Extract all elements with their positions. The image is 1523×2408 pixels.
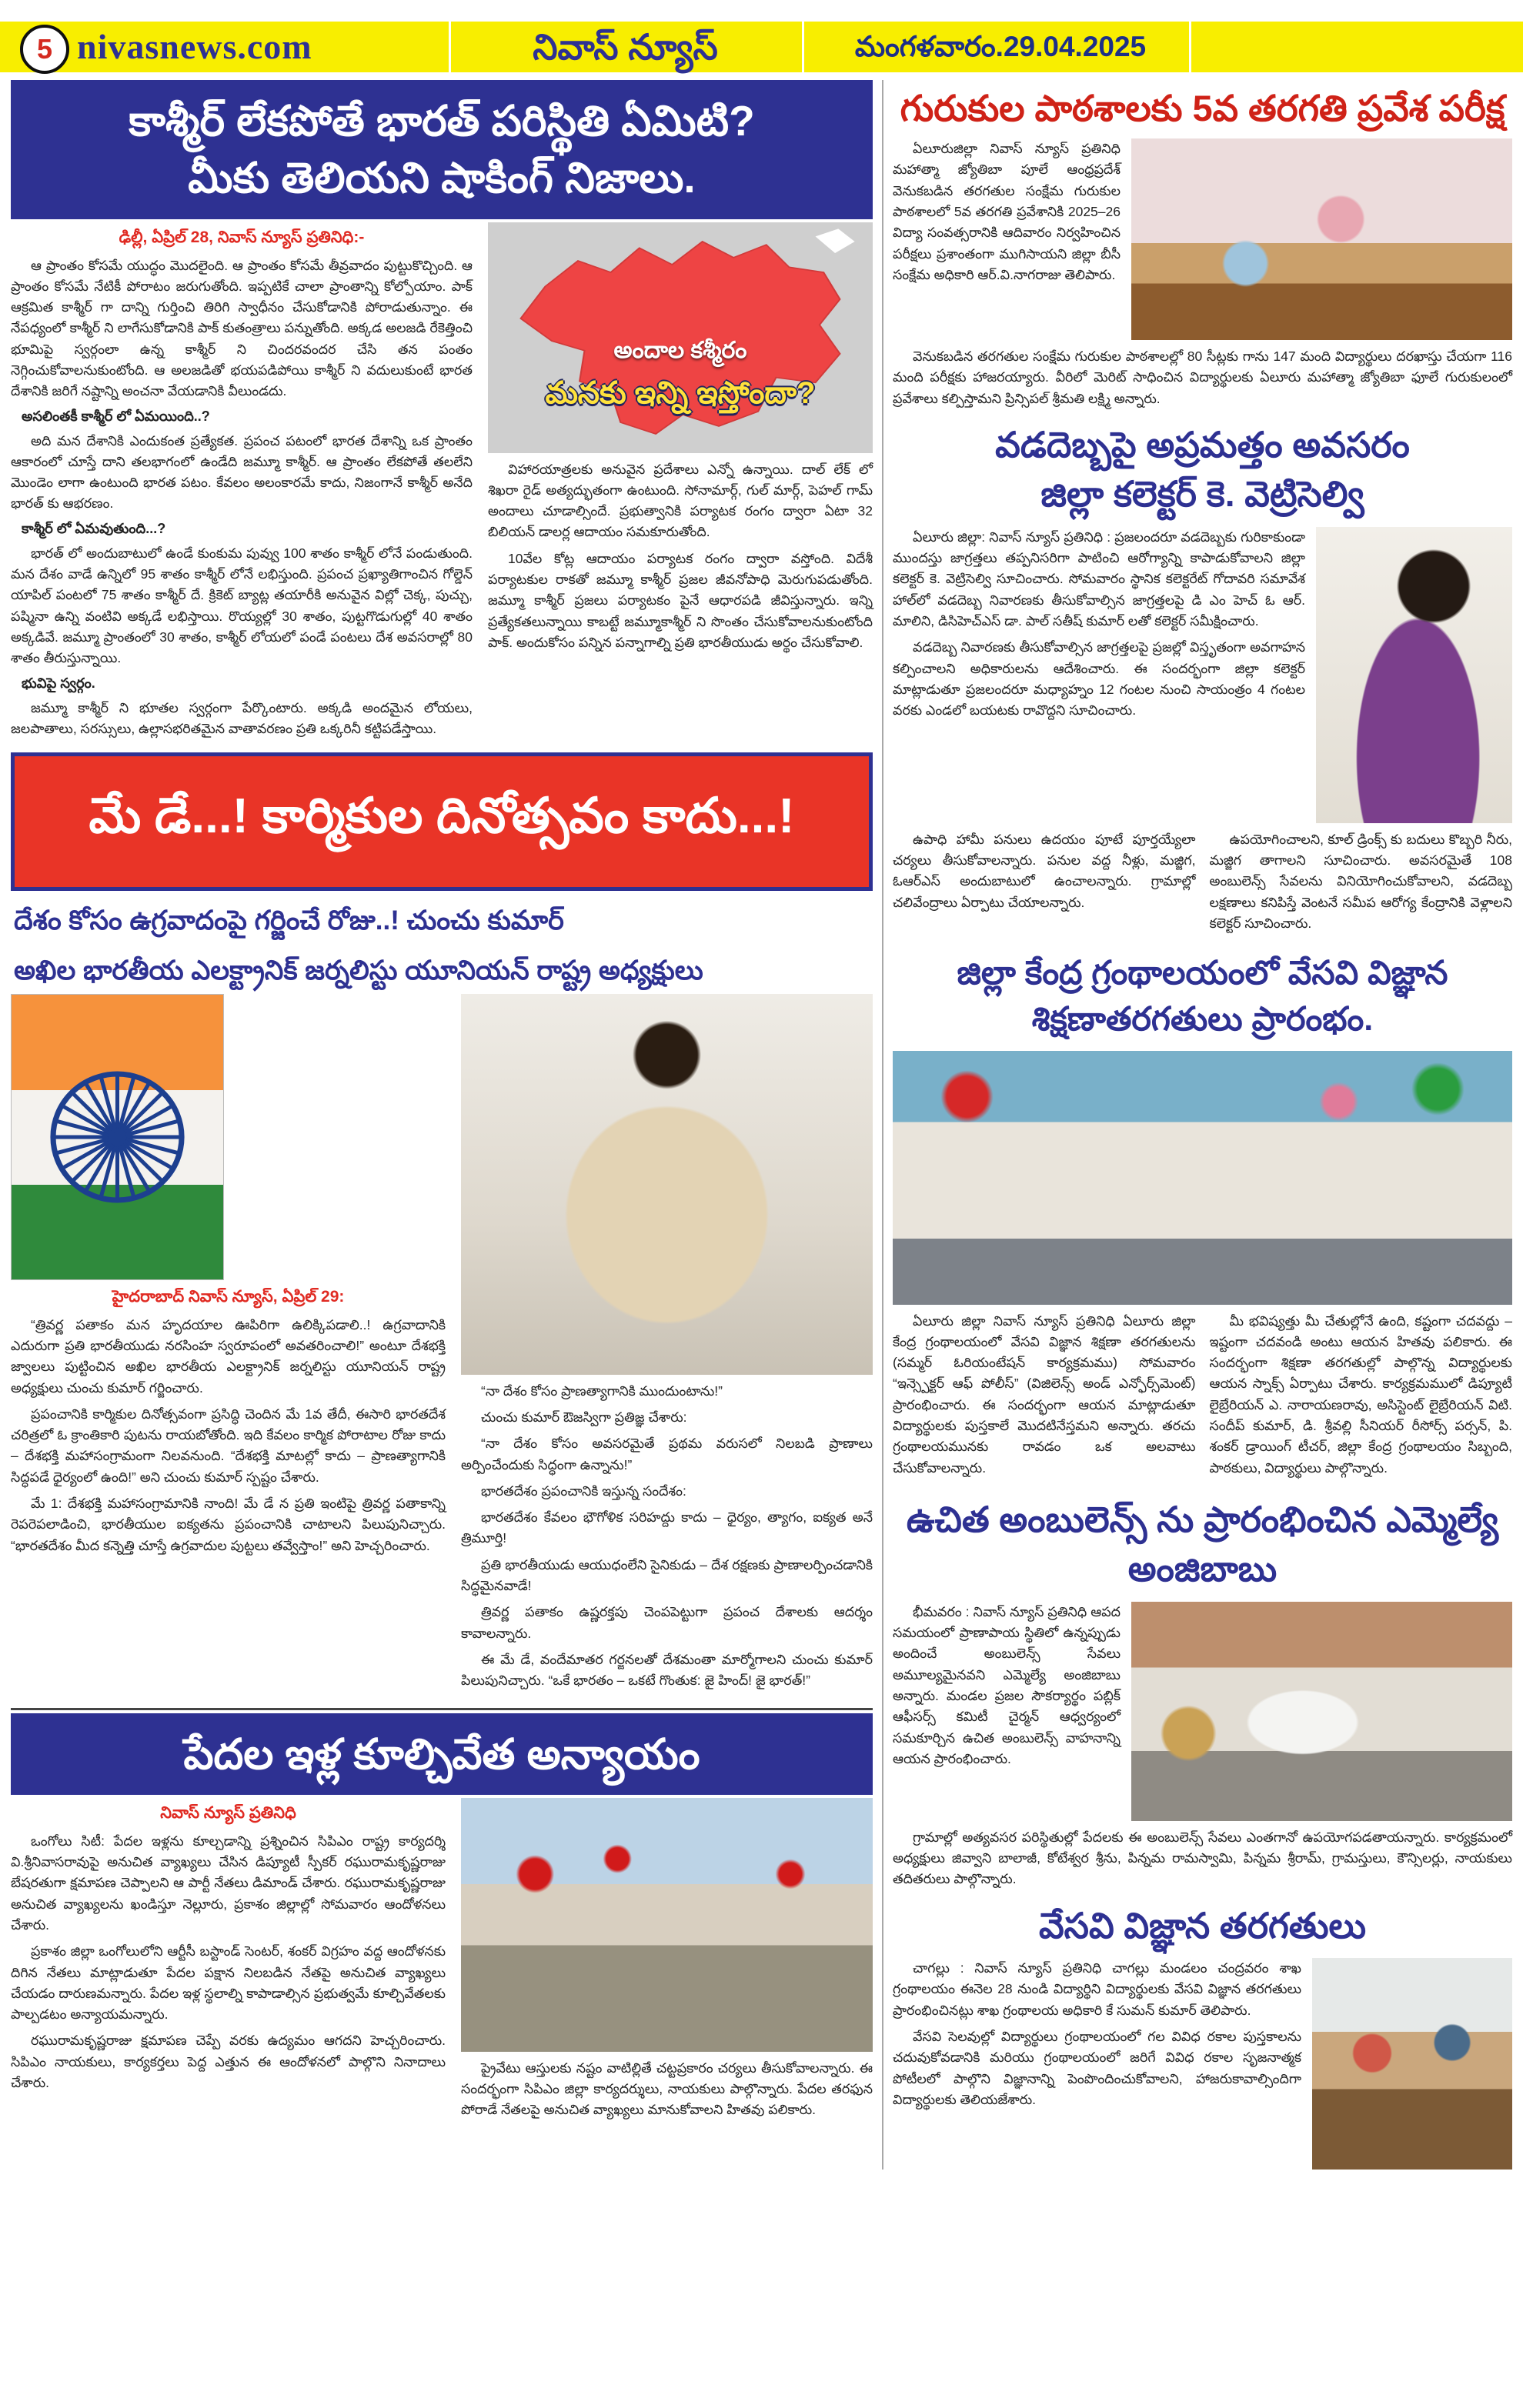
paragraph: ఉపాధి హామీ పనులు ఉదయం పూటే పూర్తయ్యేలా చర్యలు తీసుకోవాలన్నారు. పనుల వద్ద నీళ్లు, మజ్జిగ, ఓఆర్ఎస్ అందుబాటులో ఉంచాలన్నారు. గ్రామాల్లో చలివేంద్రాలు ఏర్పాటు చేయాలన్నారు. xyxy=(893,831,1196,910)
ambulance-text-col xyxy=(893,1602,1121,1821)
headline-line: కాశ్మీర్ లేకపోతే భారత్ పరిస్థితి ఏమిటి? xyxy=(129,97,755,145)
paragraph: వేసవి సెలవుల్లో విద్యార్థులు గ్రంథాలయంలో గల వివిధ రకాల పుస్తకాలను చదువుకోవడానికి మరియు గ్రంథాలయంలో జరిగే వివిధ రకాల సృజనాత్మక పోటీలలో పాల్గొని విజ్ఞానాన్ని పెంపొందించుకోవాలని, హాజరుకావాల్సిందిగా విద్యార్థులకు తెలియజేశారు. xyxy=(893,2028,1301,2107)
page-number-badge: 5 xyxy=(20,25,69,74)
left-column xyxy=(11,80,873,2170)
kashmir-headline-box[interactable] xyxy=(11,80,873,219)
headline-line: మీకు తెలియని షాకింగ్ నిజాలు. xyxy=(188,154,696,202)
paragraph: ఏలూరుజిల్లా నివాస్ న్యూస్ ప్రతినిధి మహాత్మా జ్యోతిబా పూలే ఆంధ్రప్రదేశ్ వెనుకబడిన తరగతుల సంక్షేమ గురుకుల పాఠశాలలో 5వ తరగతి ప్రవేశానికి 2025–26 విద్యా సంవత్సరానికి ఆదివారం నిర్వహించిన పరీక్షలు ప్రశాంతంగా ముగిసాయని జిల్లా బీసీ సంక్షేమ అధికారి ఆర్.వి.నాగరాజు తెలిపారు. xyxy=(893,141,1121,282)
exam-classroom-photo[interactable] xyxy=(1131,138,1512,340)
library-text-col2 xyxy=(1210,1311,1513,1484)
library-group-photo[interactable] xyxy=(893,1051,1512,1305)
masthead-divider xyxy=(802,22,804,72)
right-column xyxy=(882,80,1512,2170)
headline-line: జిల్లా కలెక్టర్ కె. వెట్రిసెల్వి xyxy=(1040,474,1364,515)
paragraph: అది మన దేశానికి ఎందుకంత ప్రత్యేకత. ప్రపంచ పటంలో భారత దేశాన్ని ఒక ప్రాంతం ఆకారంలో చూస్తే దాని తలభాగంలో ఉండేది జమ్మూ కాశ్మీర్. ఆ ప్రాంతం లేకపోతే తలలేని మొండెం లాగా ఉంటుంది భారత పటం. కేవలం అలంకారమే కాదు, నిజంగానే కాశ్మీర్ అనేది భారత్ కు ఆభరణం. xyxy=(11,432,473,512)
paragraph: మీ భవిష్యత్తు మీ చేతుల్లోనే ఉంది, కష్టంగా చదవద్దు – ఇష్టంగా చదవండి అంటు ఆయన హితవు పలికారు. ఈ సందర్భంగా శిక్షణా తరగతుల్లో పాల్గొన్న విద్యార్థులకు ఆయన స్నాక్స్ ఏర్పాటు చేశారు. కార్యక్రమములో డిప్యూటీ లైబ్రేరియన్ ఎ. నారాయణరావు, అసిస్టెంట్ లైబ్రేరియన్ విటి. సందీప్ కుమార్, డి. శ్రీవల్లి సీనియర్ రీసోర్స్ పర్సన్, పి. శంకర్ డ్రాయింగ్ టీచర్, జిల్లా కేంద్ర గ్రంథాలయం సిబ్బంది, పాఠకులు, విద్యార్థులు పాల్గొన్నారు. xyxy=(1209,1312,1512,1476)
paragraph: ఈ మే డే, వందేమాతర గర్జనలతో దేశమంతా మార్మోగాలని చుంచు కుమార్ పిలుపునిచ్చారు. “ఒకే భారతం – ఒకటే గొంతుక: జై హింద్! జై భారత్!” xyxy=(461,1651,873,1689)
heatwave-text-col xyxy=(893,527,1305,823)
article-gurukul-exam[interactable] xyxy=(893,88,1512,409)
gurukul-headline[interactable]: గురుకుల పాఠశాలకు 5వ తరగతి ప్రవేశ పరీక్ష xyxy=(900,88,1505,128)
paragraph: భారతదేశం ప్రపంచానికి ఇస్తున్న సందేశం: xyxy=(481,1482,686,1499)
collector-portrait-photo[interactable] xyxy=(1316,527,1512,823)
paragraph: జమ్మూ కాశ్మీర్ ని భూతల స్వర్గంగా పేర్కొంటారు. అక్కడి అందమైన లోయలు, జలపాతాలు, సరస్సులు, ఉల్లాసభరితమైన వాతావరణం ప్రతి ఒక్కరినీ కట్టిపడేస్తాయి. xyxy=(11,699,473,736)
paragraph: ప్రైవేటు ఆస్తులకు నష్టం వాటిల్లితే చట్టప్రకారం చర్యలు తీసుకోవాలన్నారు. ఈ సందర్భంగా సిపిఎం జిల్లా కార్యదర్శులు, నాయకులు పాల్గొన్నారు. పేదల తరఫున పోరాడే నేతలపై అనుచిత వ్యాఖ్యలు మానుకోవాలని హితవు పలికారు. xyxy=(461,2059,873,2118)
quote: “నా దేశం కోసం అవసరమైతే ప్రథమ వరుసలో నిలబడి ప్రాణాలు అర్పించేందుకు సిద్ధంగా ఉన్నాను!” xyxy=(461,1436,873,1472)
heatwave-headline[interactable] xyxy=(893,420,1512,519)
paragraph: చాగల్లు : నివాస్ న్యూస్ ప్రతినిధి చాగల్లు మండలం చంద్రవరం శాఖ గ్రంథాలయం ఈనెల 28 నుండి విద్యార్థిని విద్యార్థులకు వేసవి విజ్ఞాన తరగతులు ప్రారంభించినట్లు శాఖ గ్రంథాలయ అధికారి కే సుమన్ కుమార్ తెలిపారు. xyxy=(893,1960,1301,2018)
paragraph: ఏలూరు జిల్లా నివాస్ న్యూస్ ప్రతినిధి ఏలూరు జిల్లా కేంద్ర గ్రంథాలయంలో వేసవి విజ్ఞాన శిక్షణా తరగతులను (సమ్మర్ ఓరియంటేషన్ కార్యక్రమము) సోమవారం “ఇన్స్పెక్టర్ ఆఫ్ పోలీస్” (విజిలెన్స్ అండ్ ఎన్ఫోర్స్‌మెంట్) ప్రారంభించారు. ఈ సందర్భంగా ఆయన మాట్లాడుతూ విద్యార్థులకు పుస్తకాలే మొదటినేస్తమని అన్నారు. తరచు గ్రంథాలయమునకు రావడం ఒక అలవాటు చేసుకోవాలన్నారు. xyxy=(893,1312,1196,1476)
masthead-divider xyxy=(449,22,451,72)
heatwave-text-col3 xyxy=(1210,829,1513,939)
dateline: ఢిల్లీ, ఏప్రిల్ 28, నివాస్ న్యూస్ ప్రతినిధి:- xyxy=(119,228,365,246)
paragraph: “త్రివర్ణ పతాకం మన హృదయాల ఊపిరిగా ఉలిక్కిపడాలి..! ఉగ్రవాదానికి ఎదురుగా ప్రతి భారతీయుడు నరసింహ స్వరూపంలో అవతరించాలి!” అంటూ దేశభక్తి జ్వాలలు పుట్టించిన అఖిల భారతీయ ఎలక్ట్రానిక్ జర్నలిస్టు యూనియన్ రాష్ట్ర అధ్యక్షులు చుంచు కుమార్ గర్జించారు. xyxy=(11,1316,446,1396)
kashmir-text-col2 xyxy=(488,222,873,745)
paragraph: చుంచు కుమార్ ఔజస్విగా ప్రతిజ్ఞ చేశారు: xyxy=(481,1409,687,1425)
paragraph: 10వేల కోట్ల ఆదాయం పర్యాటక రంగం ద్వారా వస్తోంది. విదేశీ పర్యాటకుల రాకతో జమ్మూ కాశ్మీర్ ప్రజల జీవనోపాధి మెరుగుపడుతోంది. జమ్మూ కాశ్మీర్ ప్రజలు పర్యాటకం పైనే ఆధారపడి జీవిస్తున్నారు. ఇన్ని ప్రత్యేకతలున్నాయి కాబట్టే జమ్మూకాశ్మీర్ ని సొంతం చేసుకోవాలనుకుంటోంది పాక్. అందుకోసం పన్నిన పన్నాగాల్ని ప్రతి భారతీయుడు అర్థం చేసుకోవాలి. xyxy=(488,550,873,650)
dateline: నివాస్ న్యూస్ ప్రతినిధి xyxy=(160,1803,296,1822)
paragraph: రఘురామకృష్ణరాజు క్షమాపణ చెప్పే వరకు ఉద్యమం ఆగదని హెచ్చరించారు. సిపిఎం నాయకులు, కార్యకర్తలు పెద్ద ఎత్తున ఈ ఆందోళనలో పాల్గొని నినాదాలు చేశారు. xyxy=(11,2033,446,2091)
masthead-divider xyxy=(1189,22,1191,72)
paragraph: భారత్ లో అందుబాటులో ఉండే కుంకుమ పువ్వు 100 శాతం కాశ్మీర్ లోనే పండుతుంది. మన దేశం వాడే ఉన్నిలో 95 శాతం కాశ్మీర్ లోనే లభిస్తుంది. ప్రపంచ ప్రఖ్యాతిగాంచిన గోల్డెన్ యాపిల్ పంటలో 75 శాతం కాశ్మీర్ దే. క్రికెట్ బ్యాట్ల తయారీకి అనువైన విల్లో చెక్క, పుచ్చు, పష్మినా ఉన్ని వంటివి అక్కడే లభిస్తాయి. రొయ్యల్లో 30 శాతం, పుట్టగొడుగుల్లో 40 శాతం అక్కడివే. జమ్మూ ప్రాంతంలో 30 శాతం, కాశ్మీర్ లోయలో పండే పంటలు దేశ అవసరాల్లో 80 శాతం తీరుస్తున్నాయి. xyxy=(11,545,473,666)
paragraph: ప్రకాశం జిల్లా ఒంగోలులోని ఆర్టీసీ బస్టాండ్ సెంటర్, శంకర్ విగ్రహం వద్ద ఆందోళనకు దిగిన నేతలు మాట్లాడుతూ పేదల పక్షాన నిలబడిన నేతపై అనుచిత వ్యాఖ్యలు చేయడం దారుణమన్నారు. పేదల ఇళ్ల స్థలాల్ని కాపాడాల్సిన ప్రభుత్వమే కూల్చివేతలకు పాల్పడటం అన్యాయమన్నారు. xyxy=(11,1943,446,2023)
article-mayday[interactable] xyxy=(11,752,873,1696)
edition-date: మంగళవారం.29.04.2025 xyxy=(854,31,1147,62)
map-caption: అందాల కశ్మీరం xyxy=(613,337,747,363)
library-headline[interactable]: జిల్లా కేంద్ర గ్రంథాలయంలో వేసవి విజ్ఞాన శిక్షణాతరగతులు ప్రారంభం. xyxy=(957,955,1448,1039)
site-url[interactable]: nivasnews.com xyxy=(77,27,312,66)
paragraph: ప్రపంచానికి కార్మికుల దినోత్సవంగా ప్రసిద్ధి చెందిన మే 1వ తేదీ, ఈసారి భారతదేశ చరిత్రలో ఓ క్రాంతికారి పుటను రాయబోతోంది. ఇది కేవలం కార్మిక పోరాటాల రోజు కాదు – దేశభక్తి మహాసంగ్రామంగా నిలవనుంది. “దేశభక్తి మాటల్లో కాదు – ప్రాణత్యాగానికి సిద్ధపడే ధైర్యంలో ఉంది!” అని చుంచు కుమార్ స్పష్టం చేశారు. xyxy=(11,1406,446,1485)
subhead: అసలింతకీ కాశ్మీర్ లో ఏమయింది..? xyxy=(22,408,210,424)
library-text-col1 xyxy=(893,1311,1196,1484)
masthead xyxy=(0,0,1523,74)
mayday-text-col2 xyxy=(461,994,873,1697)
map-caption: మనకు ఇన్ని ఇస్తోందా? xyxy=(545,375,816,410)
dateline: హైదరాబాద్ నివాస్ న్యూస్, ఏప్రిల్ 29: xyxy=(112,1287,345,1306)
mayday-banner-headline[interactable]: మే డే...! కార్మికుల దినోత్సవం కాదు...! xyxy=(11,752,873,891)
article-ambulance[interactable] xyxy=(893,1495,1512,1890)
paragraph: వెనుకబడిన తరగతుల సంక్షేమ గురుకుల పాఠశాలల్లో 80 సీట్లకు గాను 147 మంది విద్యార్థులు దరఖాస్తు చేయగా 116 మంది పరీక్షకు హాజరయ్యారు. వీరిలో మెరిట్ సాధించిన విద్యార్థులకు ఏలూరు మహాత్మా జ్యోతిబా ఫూలే గురుకులంలో ప్రవేశాలు కల్పిస్తామని ప్రిన్సిపల్ శ్రీమతి లక్ష్మి అన్నారు. xyxy=(893,349,1512,406)
indian-flag-graphic xyxy=(12,995,223,1279)
article-kashmir[interactable] xyxy=(11,80,873,745)
article-heatwave[interactable] xyxy=(893,420,1512,939)
article-summer-classes[interactable] xyxy=(893,1901,1512,2170)
paragraph: త్రివర్ణ పతాకం ఉష్ణరక్తపు చెంపపెట్టుగా ప్రపంచ దేశాలకు ఆదర్శం కావాలన్నారు. xyxy=(461,1604,873,1641)
paragraph: భారతదేశం కేవలం భౌగోళిక సరిహద్దు కాదు – ధైర్యం, త్యాగం, ఐక్యత అనే త్రిమూర్తి! xyxy=(461,1509,873,1546)
masthead-title: నివాస్ న్యూస్ xyxy=(533,27,718,67)
paragraph: గ్రామాల్లో అత్యవసర పరిస్థితుల్లో పేదలకు ఈ అంబులెన్స్ సేవలు ఎంతగానో ఉపయోగపడతాయన్నారు. కార్యక్రమంలో అధ్యక్షులు జివ్వాని బాలాజీ, కోటేశ్వర శ్రీను, పిన్నమ రామస్వామి, పిన్నమ శ్రీరామ్, గ్రామస్తులు, కౌన్సిలర్లు, నాయకులు తదితరులు పాల్గొన్నారు. xyxy=(893,1829,1512,1887)
paragraph: విహారయాత్రలకు అనువైన ప్రదేశాలు ఎన్నో ఉన్నాయి. దాల్ లేక్ లో శిఖరా రైడ్ అత్యద్భుతంగా ఉంటుంది. సోనామార్గ్, గుల్ మార్గ్, పెహల్ గామ్ అందాలు చూడాల్సిందే. ప్రభుత్వానికి పర్యాటక రంగం ద్వారా ఏటా 32 బిలియన్ డాలర్ల ఆదాయం సమకూరుతోంది. xyxy=(488,461,873,540)
subhead: భువిపై స్వర్గం. xyxy=(22,675,95,691)
headline-line: వడదెబ్బపై అప్రమత్తం అవసరం xyxy=(995,424,1410,465)
paragraph: ఏలూరు జిల్లా: నివాస్ న్యూస్ ప్రతినిధి : ప్రజలందరూ వడదెబ్బకు గురికాకుండా ముందస్తు జాగ్రత్తలు తప్పనిసరిగా పాటించి ఆరోగ్యాన్ని కాపాడుకోవాలని జిల్లా కలెక్టర్ కె. వెట్రిసెల్వి సూచించారు. సోమవారం స్థానిక కలెక్టరేట్ గోదావరి సమావేశ హాల్‌లో వడదెబ్బ నివారణకు తీసుకోవాల్సిన జాగ్రత్తలపై డి ఎం హెచ్ ఓ ఆర్. మాలిని, డిసిహెచ్ఎస్ డా. పాల్ సతీష్ కుమార్ లతో కలెక్టర్ సమీక్షించారు. xyxy=(893,529,1305,629)
paragraph: వడదెబ్బ నివారణకు తీసుకోవాల్సిన జాగ్రత్తలపై ప్రజల్లో విస్తృతంగా అవగాహన కల్పించాలని అధికారులను ఆదేశించారు. ఈ సందర్భంగా జిల్లా కలెక్టర్ మాట్లాడుతూ ప్రజలందరూ మధ్యాహ్నం 12 గంటల నుంచి సాయంత్రం 4 గంటల వరకు ఎండలో బయటకు రావొద్దని సూచించారు. xyxy=(893,639,1305,719)
paragraph: ఉపయోగించాలని, కూల్ డ్రింక్స్ కు బదులు కొబ్బరి నీరు, మజ్జిగ తాగాలని సూచించారు. అవసరమైతే 108 అంబులెన్స్ సేవలను వినియోగించుకోవాలని, వడదెబ్బ లక్షణాలు కనిపిస్తే వెంటనే సమీప ఆరోగ్య కేంద్రానికి వెళ్లాలని కలెక్టర్ సూచించారు. xyxy=(1209,831,1512,931)
article-demolition[interactable] xyxy=(11,1713,873,2126)
article-library-classes[interactable] xyxy=(893,950,1512,1484)
summer-headline[interactable]: వేసవి విజ్ఞాన తరగతులు xyxy=(1038,1905,1367,1946)
headline-line: పేదల ఇళ్ల కూల్చివేత అన్యాయం xyxy=(183,1729,700,1778)
section-divider xyxy=(11,1708,873,1710)
kashmir-text-col1 xyxy=(11,222,473,745)
ambulance-launch-photo[interactable] xyxy=(1131,1602,1512,1821)
ambulance-headline[interactable]: ఉచిత అంబులెన్స్ ను ప్రారంభించిన ఎమ్మెల్యే అంజిబాబు xyxy=(906,1499,1499,1589)
demolition-text-col2 xyxy=(461,1798,873,2126)
paragraph: భీమవరం : నివాస్ న్యూస్ ప్రతినిధి ఆపద సమయంలో ప్రాణాపాయ స్థితిలో ఉన్నప్పుడు అందించే అంబులెన్స్ సేవలు అమూల్యమైనవని ఎమ్మెల్యే అంజిబాబు అన్నారు. మండల ప్రజల సౌకర్యార్థం పబ్లిక్ ఆఫీసర్స్ కమిటీ చైర్మన్ ఆధ్వర్యంలో సమకూర్చిన ఉచిత అంబులెన్స్ వాహనాన్ని ఆయన ప్రారంభించారు. xyxy=(893,1603,1121,1766)
paragraph: ఆ ప్రాంతం కోసమే యుద్ధం మొదలైంది. ఆ ప్రాంతం కోసమే తీవ్రవాదం పుట్టుకొచ్చింది. ఆ ప్రాంతం కోసమే నేటికీ పోరాటం జరుగుతోంది. ఇప్పటికే చాలా ప్రాంతాన్ని కోల్పోయాం. పాక్ ఆక్రమిత కాశ్మీర్ గా దాన్ని గుర్తించి తిరిగి స్వాధీనం చేసుకోడానికి పోరాడుతున్నాం. ఈ నేపధ్యంలో కాశ్మీర్ ని లాగేసుకోడానికి పాక్ కుతంత్రాలు పన్నుతోంది. అక్కడ అలజడి రేకెత్తించి భూమిపై స్వర్గంలా ఉన్న కాశ్మీర్ ని చిందరవందర చేసి తన పంతం నెగ్గించుకోవాలనుకుంటోంది. ఆ అలజడితో భయపడిపోయి కాశ్మీర్ ని వదులుకుంటే భారత దేశానికి జరిగే నష్టాన్ని అంచనా వేయడానికి వీలుండదు. xyxy=(11,257,473,399)
heatwave-text-col2 xyxy=(893,829,1196,939)
mayday-text-col1 xyxy=(11,994,446,1697)
paragraph: ప్రతి భారతీయుడు ఆయుధంలేని సైనికుడు – దేశ రక్షణకు ప్రాణాలర్పించడానికి సిద్ధమైనవాడే! xyxy=(461,1556,873,1594)
quote: “నా దేశం కోసం ప్రాణత్యాగానికి ముందుంటాను!” xyxy=(481,1382,723,1399)
gurukul-text-col xyxy=(893,138,1121,340)
summer-text-col xyxy=(893,1958,1301,2170)
paragraph: ఒంగోలు సిటీ: పేదల ఇళ్లను కూల్చడాన్ని ప్రశ్నించిన సిపిఎం రాష్ట్ర కార్యదర్శి వి.శ్రీనివాసరావుపై అనుచిత వ్యాఖ్యలు చేసిన డిప్యూటీ స్పీకర్ రఘురామకృష్ణరాజు బేషరతుగా క్షమాపణ చెప్పాలని ఆ పార్టీ నేతలు డిమాండ్ చేశారు. రఘురామకృష్ణరాజు అనుచిత వ్యాఖ్యలను ఖండిస్తూ నెల్లూరు, ప్రకాశం జిల్లాల్లో సోమవారం ఆందోళనలు చేశారు. xyxy=(11,1833,446,1933)
mayday-subhead: దేశం కోసం ఉగ్రవాదంపై గర్జించే రోజు..! చుంచు కుమార్ xyxy=(14,906,564,936)
students-reading-photo[interactable] xyxy=(1312,1958,1512,2170)
paragraph: మే 1: దేశభక్తి మహాసంగ్రామానికి నాంది! మే డే న ప్రతి ఇంటిపై త్రివర్ణ పతాకాన్ని రెపరెపలాడించి, భారతీయుల ఐక్యతను ప్రపంచానికి చాటాలని పిలుపునిచ్చారు. “భారతదేశం మీద కన్నెత్తి చూస్తే ఉగ్రవాదుల పుట్టలు తవ్వేస్తాం!” అని హెచ్చరించారు. xyxy=(11,1496,446,1553)
speaker-photo[interactable] xyxy=(461,994,873,1375)
protest-march-photo[interactable] xyxy=(461,1798,873,2052)
subhead: కాశ్మీర్ లో ఏమవుతుంది...? xyxy=(22,520,166,536)
ashoka-chakra xyxy=(53,1074,182,1200)
demolition-headline-box[interactable] xyxy=(11,1713,873,1795)
kashmir-map-image[interactable] xyxy=(488,222,873,453)
indian-flag-image[interactable] xyxy=(11,994,224,1280)
mayday-subhead: అఖిల భారతీయ ఎలక్ట్రానిక్ జర్నలిస్టు యూనియన్ రాష్ట్ర అధ్యక్షులు xyxy=(14,955,703,986)
demolition-text-col1 xyxy=(11,1798,446,2126)
